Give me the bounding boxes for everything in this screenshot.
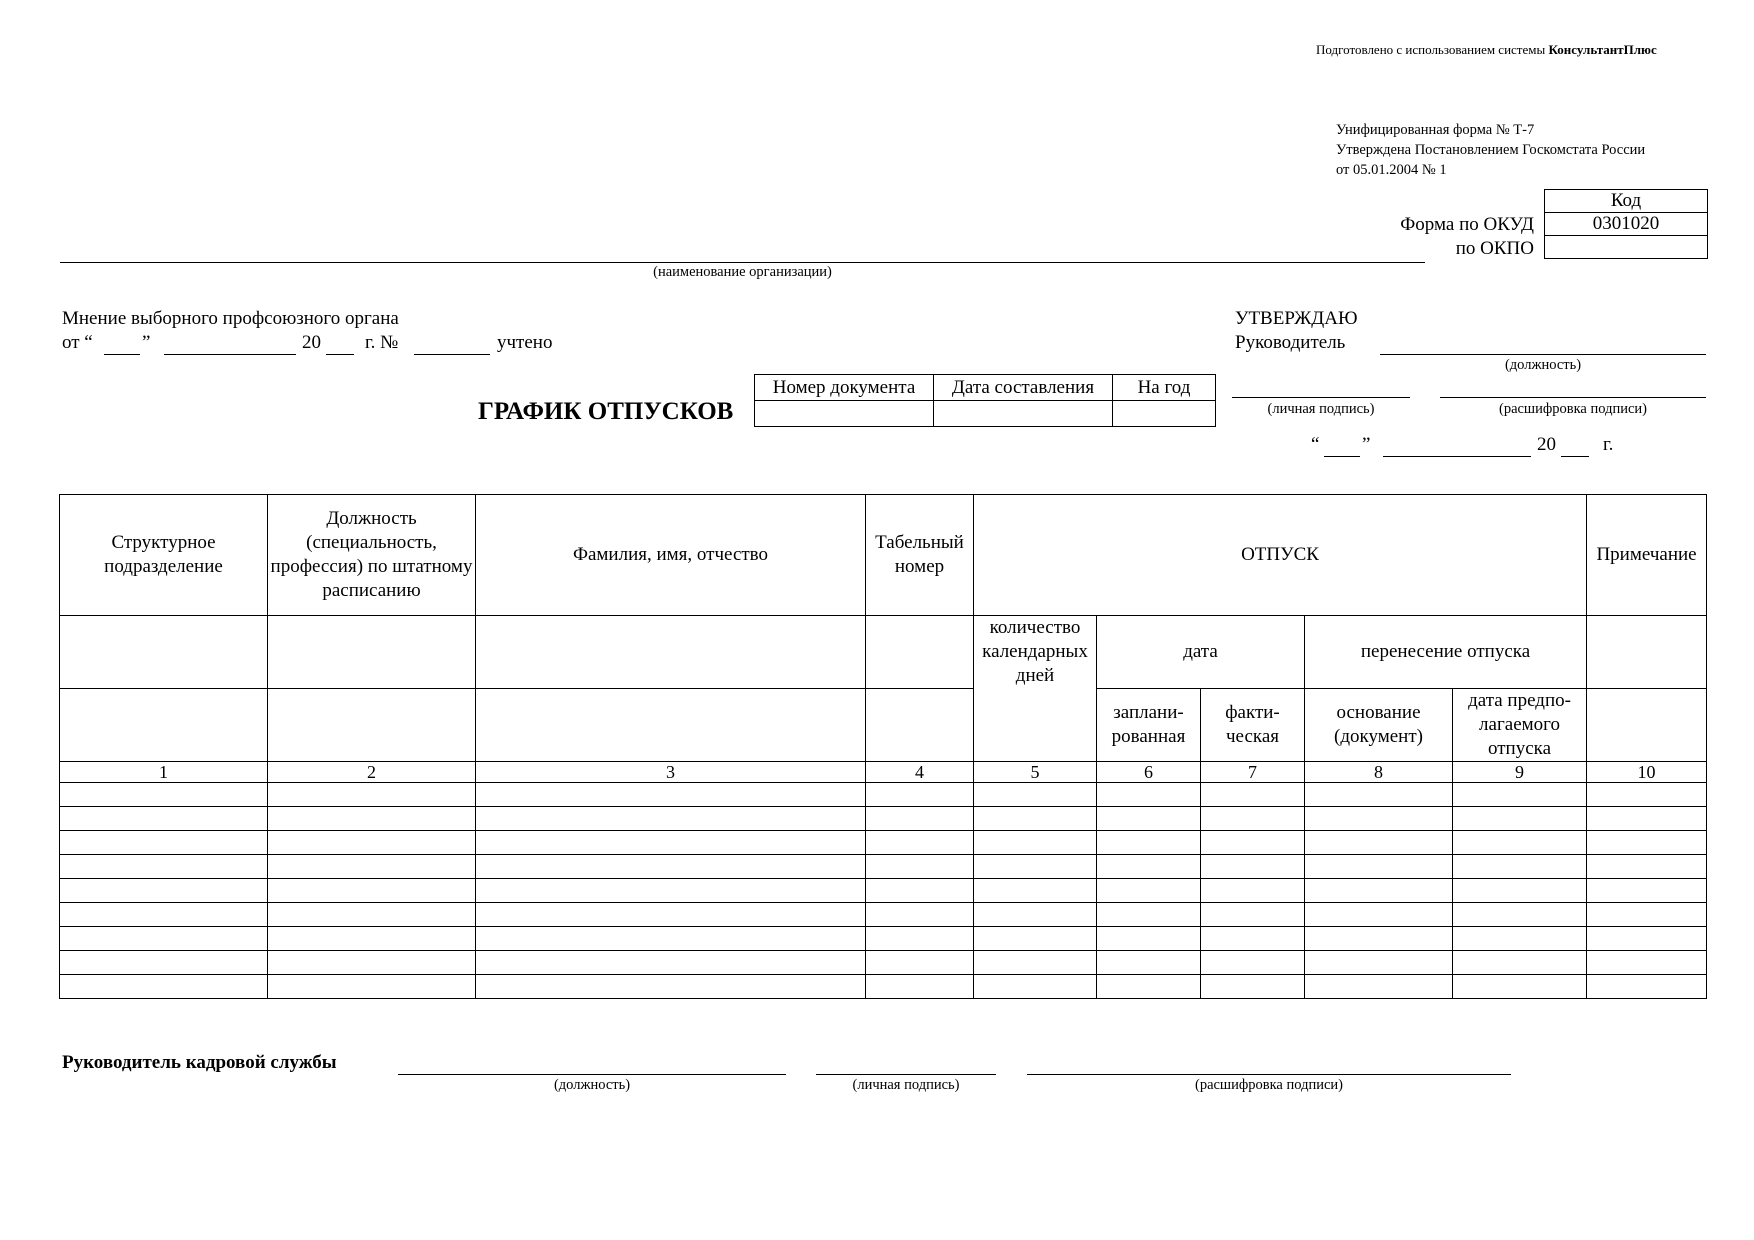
col-number: 6 bbox=[1097, 762, 1201, 783]
table-cell[interactable] bbox=[1097, 879, 1201, 903]
code-box bbox=[1544, 189, 1708, 259]
approve-position-caption: (должность) bbox=[1504, 357, 1582, 373]
doc-date-header: Дата составления bbox=[934, 375, 1113, 401]
table-cell[interactable] bbox=[1453, 879, 1587, 903]
table-cell[interactable] bbox=[60, 831, 268, 855]
table-cell[interactable] bbox=[866, 927, 974, 951]
table-row bbox=[60, 903, 1707, 927]
header-blank bbox=[60, 616, 268, 689]
header-expected: дата предпо-лагаемого отпуска bbox=[1453, 689, 1587, 762]
footer-label: Руководитель кадровой службы bbox=[62, 1052, 337, 1073]
table-cell[interactable] bbox=[1305, 783, 1453, 807]
doc-year-value[interactable] bbox=[1113, 401, 1216, 427]
table-cell[interactable] bbox=[60, 879, 268, 903]
table-cell[interactable] bbox=[1453, 975, 1587, 999]
approve-signature-caption: (личная подпись) bbox=[1267, 401, 1375, 417]
table-cell[interactable] bbox=[1097, 951, 1201, 975]
col-number: 8 bbox=[1305, 762, 1453, 783]
header-blank bbox=[866, 616, 974, 689]
table-cell[interactable] bbox=[476, 903, 866, 927]
table-cell[interactable] bbox=[1453, 831, 1587, 855]
table-cell[interactable] bbox=[1587, 975, 1707, 999]
header-blank bbox=[268, 616, 476, 689]
vacation-table bbox=[59, 494, 1707, 999]
table-cell[interactable] bbox=[476, 807, 866, 831]
table-cell[interactable] bbox=[60, 927, 268, 951]
footer-position-caption: (должность) bbox=[553, 1077, 631, 1093]
union-year-field[interactable] bbox=[326, 354, 354, 355]
form-info-line3: от 05.01.2004 № 1 bbox=[1336, 162, 1447, 178]
table-cell[interactable] bbox=[60, 855, 268, 879]
table-cell[interactable] bbox=[1201, 927, 1305, 951]
table-cell[interactable] bbox=[1587, 927, 1707, 951]
table-cell[interactable] bbox=[1453, 927, 1587, 951]
table-cell[interactable] bbox=[268, 807, 476, 831]
approve-head: Руководитель bbox=[1235, 332, 1346, 353]
doc-number-value[interactable] bbox=[755, 401, 934, 427]
table-cell[interactable] bbox=[1097, 807, 1201, 831]
table-cell[interactable] bbox=[268, 903, 476, 927]
okpo-value[interactable] bbox=[1545, 236, 1708, 259]
table-cell[interactable] bbox=[1305, 951, 1453, 975]
column-numbers-row bbox=[60, 762, 1707, 783]
union-year-prefix: 20 bbox=[302, 332, 321, 353]
col-number: 9 bbox=[1453, 762, 1587, 783]
table-cell[interactable] bbox=[1453, 903, 1587, 927]
table-cell[interactable] bbox=[866, 975, 974, 999]
table-cell[interactable] bbox=[1587, 807, 1707, 831]
doc-number-header: Номер документа bbox=[755, 375, 934, 401]
table-row bbox=[60, 855, 1707, 879]
doc-date-value[interactable] bbox=[934, 401, 1113, 427]
okud-value[interactable]: 0301020 bbox=[1545, 213, 1708, 236]
table-cell[interactable] bbox=[476, 831, 866, 855]
table-row bbox=[60, 783, 1707, 807]
table-cell[interactable] bbox=[974, 831, 1097, 855]
approve-month-field[interactable] bbox=[1383, 456, 1531, 457]
header-blank bbox=[476, 616, 866, 689]
table-cell[interactable] bbox=[866, 855, 974, 879]
header-name: Фамилия, имя, отчество bbox=[476, 495, 866, 616]
approve-position-field[interactable] bbox=[1380, 354, 1706, 355]
header-blank bbox=[1587, 689, 1707, 762]
consultant-prefix: Подготовлено с использованием системы bbox=[1316, 42, 1546, 57]
table-cell[interactable] bbox=[866, 951, 974, 975]
header-transfer: перенесение отпуска bbox=[1305, 616, 1587, 689]
table-cell[interactable] bbox=[1201, 951, 1305, 975]
header-blank bbox=[1587, 616, 1707, 689]
form-info bbox=[1336, 120, 1645, 180]
table-cell[interactable] bbox=[974, 903, 1097, 927]
table-cell[interactable] bbox=[866, 807, 974, 831]
table-cell[interactable] bbox=[1097, 927, 1201, 951]
table-cell[interactable] bbox=[60, 975, 268, 999]
col-number: 7 bbox=[1201, 762, 1305, 783]
approve-decode-caption: (расшифровка подписи) bbox=[1498, 401, 1648, 417]
okud-label: Форма по ОКУД bbox=[1400, 214, 1534, 235]
header-blank bbox=[268, 689, 476, 762]
table-cell[interactable] bbox=[1587, 903, 1707, 927]
approve-year-field[interactable] bbox=[1561, 456, 1589, 457]
footer-decode-field[interactable] bbox=[1027, 1074, 1511, 1075]
table-cell[interactable] bbox=[974, 951, 1097, 975]
table-cell[interactable] bbox=[974, 807, 1097, 831]
table-cell[interactable] bbox=[1305, 879, 1453, 903]
header-planned: заплани-рованная bbox=[1097, 689, 1201, 762]
table-cell[interactable] bbox=[1453, 807, 1587, 831]
union-from: от “ bbox=[62, 332, 93, 353]
table-cell[interactable] bbox=[1305, 807, 1453, 831]
approve-quote-open: “ bbox=[1311, 434, 1320, 455]
table-cell[interactable] bbox=[268, 831, 476, 855]
union-accounted: учтено bbox=[497, 332, 553, 353]
header-blank bbox=[866, 689, 974, 762]
table-cell[interactable] bbox=[60, 903, 268, 927]
table-cell[interactable] bbox=[1201, 903, 1305, 927]
table-cell[interactable] bbox=[1097, 903, 1201, 927]
table-cell[interactable] bbox=[476, 783, 866, 807]
table-cell[interactable] bbox=[1201, 831, 1305, 855]
form-info-line1: Унифицированная форма № Т-7 bbox=[1336, 122, 1535, 138]
code-header: Код bbox=[1545, 190, 1708, 213]
approve-year-prefix: 20 bbox=[1537, 434, 1556, 455]
table-cell[interactable] bbox=[268, 783, 476, 807]
table-cell[interactable] bbox=[268, 855, 476, 879]
approve-signature-field[interactable] bbox=[1232, 397, 1410, 398]
table-cell[interactable] bbox=[476, 927, 866, 951]
table-cell[interactable] bbox=[1201, 783, 1305, 807]
table-cell[interactable] bbox=[1453, 855, 1587, 879]
table-cell[interactable] bbox=[268, 975, 476, 999]
okpo-label: по ОКПО bbox=[1455, 238, 1534, 259]
form-info-line2: Утверждена Постановлением Госкомстата России bbox=[1336, 142, 1646, 158]
union-title: Мнение выборного профсоюзного органа bbox=[62, 308, 399, 329]
table-cell[interactable] bbox=[1453, 783, 1587, 807]
table-cell[interactable] bbox=[1305, 855, 1453, 879]
table-cell[interactable] bbox=[1097, 855, 1201, 879]
header-basis: основание (документ) bbox=[1305, 689, 1453, 762]
union-quote-close: ” bbox=[142, 332, 151, 353]
table-cell[interactable] bbox=[1201, 855, 1305, 879]
table-row bbox=[60, 831, 1707, 855]
header-tabnum: Табельный номер bbox=[866, 495, 974, 616]
table-cell[interactable] bbox=[1587, 855, 1707, 879]
table-cell[interactable] bbox=[1587, 879, 1707, 903]
table-row bbox=[60, 879, 1707, 903]
union-day-field[interactable] bbox=[104, 354, 140, 355]
table-cell[interactable] bbox=[476, 855, 866, 879]
col-number: 4 bbox=[866, 762, 974, 783]
approve-title: УТВЕРЖДАЮ bbox=[1235, 308, 1358, 329]
union-year-suffix: г. № bbox=[365, 332, 399, 353]
approve-decode-field[interactable] bbox=[1440, 397, 1706, 398]
header-days: количество календарных дней bbox=[974, 616, 1097, 762]
header-blank bbox=[60, 689, 268, 762]
table-cell[interactable] bbox=[1587, 783, 1707, 807]
table-cell[interactable] bbox=[268, 951, 476, 975]
doc-box bbox=[754, 374, 1216, 427]
approve-day-field[interactable] bbox=[1324, 456, 1360, 457]
table-cell[interactable] bbox=[1097, 831, 1201, 855]
table-cell[interactable] bbox=[974, 975, 1097, 999]
col-number: 1 bbox=[60, 762, 268, 783]
table-cell[interactable] bbox=[476, 951, 866, 975]
table-cell[interactable] bbox=[60, 951, 268, 975]
union-month-field[interactable] bbox=[164, 354, 296, 355]
table-cell[interactable] bbox=[1201, 807, 1305, 831]
table-cell[interactable] bbox=[974, 927, 1097, 951]
table-row bbox=[60, 807, 1707, 831]
approve-quote-close: ” bbox=[1362, 434, 1371, 455]
table-cell[interactable] bbox=[974, 855, 1097, 879]
header-note: Примечание bbox=[1587, 495, 1707, 616]
footer-decode-caption: (расшифровка подписи) bbox=[1194, 1077, 1344, 1093]
header-blank bbox=[476, 689, 866, 762]
header-position: Должность (специальность, профессия) по штатному расписанию bbox=[268, 495, 476, 616]
approve-year-suffix: г. bbox=[1603, 434, 1614, 455]
table-cell[interactable] bbox=[866, 783, 974, 807]
table-cell[interactable] bbox=[476, 879, 866, 903]
org-name-caption: (наименование организации) bbox=[653, 264, 832, 280]
footer-signature-caption: (личная подпись) bbox=[852, 1077, 960, 1093]
table-cell[interactable] bbox=[1201, 879, 1305, 903]
table-row bbox=[60, 975, 1707, 999]
union-number-field[interactable] bbox=[414, 354, 490, 355]
header-vacation: ОТПУСК bbox=[974, 495, 1587, 616]
table-cell[interactable] bbox=[1305, 927, 1453, 951]
table-cell[interactable] bbox=[268, 879, 476, 903]
table-cell[interactable] bbox=[1305, 831, 1453, 855]
table-cell[interactable] bbox=[60, 783, 268, 807]
table-cell[interactable] bbox=[974, 879, 1097, 903]
consultant-note bbox=[1316, 42, 1657, 58]
header-department: Структурное подразделение bbox=[60, 495, 268, 616]
table-cell[interactable] bbox=[1587, 951, 1707, 975]
footer-position-field[interactable] bbox=[398, 1074, 786, 1075]
table-cell[interactable] bbox=[60, 807, 268, 831]
org-name-line[interactable] bbox=[60, 262, 1425, 263]
footer-signature-field[interactable] bbox=[816, 1074, 996, 1075]
table-cell[interactable] bbox=[974, 783, 1097, 807]
col-number: 2 bbox=[268, 762, 476, 783]
col-number: 10 bbox=[1587, 762, 1707, 783]
table-cell[interactable] bbox=[866, 903, 974, 927]
doc-year-header: На год bbox=[1113, 375, 1216, 401]
table-body bbox=[60, 783, 1707, 999]
table-cell[interactable] bbox=[1201, 975, 1305, 999]
table-cell[interactable] bbox=[476, 975, 866, 999]
table-cell[interactable] bbox=[1587, 831, 1707, 855]
table-cell[interactable] bbox=[1305, 975, 1453, 999]
consultant-brand: КонсультантПлюс bbox=[1548, 42, 1657, 57]
table-row bbox=[60, 927, 1707, 951]
header-date: дата bbox=[1097, 616, 1305, 689]
header-actual: факти-ческая bbox=[1201, 689, 1305, 762]
page-title: ГРАФИК ОТПУСКОВ bbox=[478, 398, 734, 425]
col-number: 3 bbox=[476, 762, 866, 783]
table-cell[interactable] bbox=[1305, 903, 1453, 927]
table-cell[interactable] bbox=[866, 831, 974, 855]
table-row bbox=[60, 951, 1707, 975]
table-cell[interactable] bbox=[866, 879, 974, 903]
table-cell[interactable] bbox=[1453, 951, 1587, 975]
table-cell[interactable] bbox=[1097, 975, 1201, 999]
table-cell[interactable] bbox=[268, 927, 476, 951]
col-number: 5 bbox=[974, 762, 1097, 783]
table-cell[interactable] bbox=[1097, 783, 1201, 807]
